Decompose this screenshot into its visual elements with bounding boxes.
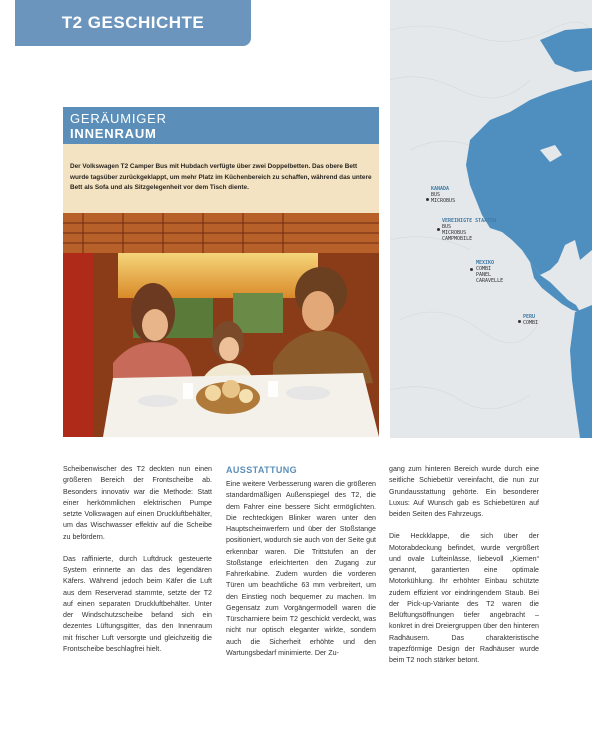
interior-photo [63, 213, 379, 437]
map-marker-kanada [426, 198, 429, 201]
interior-photo-graphic [63, 213, 379, 437]
infobox-title-line2: INNENRAUM [70, 126, 157, 141]
map-marker-vereinigte-staaten [437, 228, 440, 231]
section-heading-ausstattung: AUSSTATTUNG [226, 465, 298, 475]
map-label-vereinigte-staaten: VEREINIGTE STAATEN BUS MICROBUS CAMPMOBILE [442, 218, 497, 242]
section-title: T2 GESCHICHTE [61, 13, 205, 32]
infobox [63, 107, 379, 213]
map-label-kanada: KANADA BUS MICROBUS [431, 186, 456, 204]
col1-paragraph-2: Das raffinierte, durch Luftdruck gesteuerte System erinnerte an das des legendären Käfers. Während jedoch beim Käfer die Luft aus dem Reserverad stammte, setzte der T2 auf einen separaten Druckluftbehälter. Unter der Windschutzscheibe befand sich ein dezentes Lüftungsgitter, das den Innenraum mit frischer Luft versorgte und gleichzeitig die Frontscheibe beschlagfrei hielt. [63, 554, 212, 653]
map-marker-mexiko [470, 268, 473, 271]
col2-paragraph-1: Eine weitere Verbesserung waren die größeren standardmäßigen Außenspiegel des T2, die dem Fahrer eine bessere Sicht ermöglichten. Die rechteckigen Blinker waren unter den Hauptscheinwerfern und über der Stoßstange positioniert, wodurch sie auch von der Seite gut erkennbar waren. Die Trittstufen an der Stoßstange erleichterten den Zugang zur Fahrerkabine. Zudem wurden die vorderen Türen um beachtliche 63 mm verbreitert, um den Einstieg noch bequemer zu machen. Im Gegensatz zum Vorgängermodell waren die Türscharniere beim T2 geschickt verdeckt, was nicht nur optisch eleganter wirkte, sondern auch die Sicherheit erhöhte und den Wartungsbedarf minimierte. Der Zu- [226, 480, 376, 657]
world-map-panel [390, 0, 592, 438]
col3-paragraph-1: gang zum hinteren Bereich wurde durch eine seitliche Schiebetür vereinfacht, die nun zur Grundausstattung gehörte. Ein besonderer Luxus: Auf Wunsch gab es Schiebetüren auf beiden Seiten des Fahrzeugs. [389, 465, 539, 518]
map-marker-peru [518, 320, 521, 323]
infobox-header [63, 107, 379, 144]
infobox-text: Der Volkswagen T2 Camper Bus mit Hubdach verfügte über zwei Doppelbetten. Das obere Bett wurde tagsüber zurückgeklappt, um mehr Platz im Küchenbereich zu schaffen, während das untere Bett als Sofa und als Sitzgelegenheit vor dem Tisch diente. [70, 163, 372, 191]
infobox-title-line1: GERÄUMIGER [70, 111, 167, 126]
col3-paragraph-2: Die Heckklappe, die sich über der Motorabdeckung befindet, wurde vergrößert und ovale Lufteinlässe, liebevoll „Kiemen“ genannt, garantierten eine optimale Motorkühlung. Ihr erhöhter Einbau schützte zudem effizient vor eindringendem Staub. Bei der Pick-up-Variante des T2 waren die Belüftungsöffnungen tiefer angebracht – konkret in drei Dreiergruppen über den hinteren Radhäusern. Das charakteristische trapezförmige Design der Radhäuser wurde beim T2 noch stärker betont. [389, 532, 539, 664]
section-header-tab [15, 0, 251, 46]
map-label-mexiko: MEXIKO COMBI PANEL CARAVELLE [476, 260, 504, 284]
col1-paragraph-1: Scheibenwischer des T2 deckten nun einen größeren Bereich der Frontscheibe ab. Besonders innovativ war die Methode: Statt einer herkömmlichen elektrischen Pumpe setzte Volkswagen auf einen Druckluftbehälter, um das Wischwasser effektiv auf die Scheibe zu befördern. [63, 465, 212, 541]
body-column-3 [389, 464, 539, 677]
map-label-peru: PERU COMBI [523, 314, 539, 326]
body-column-1 [63, 464, 212, 666]
body-column-2 [226, 464, 376, 670]
